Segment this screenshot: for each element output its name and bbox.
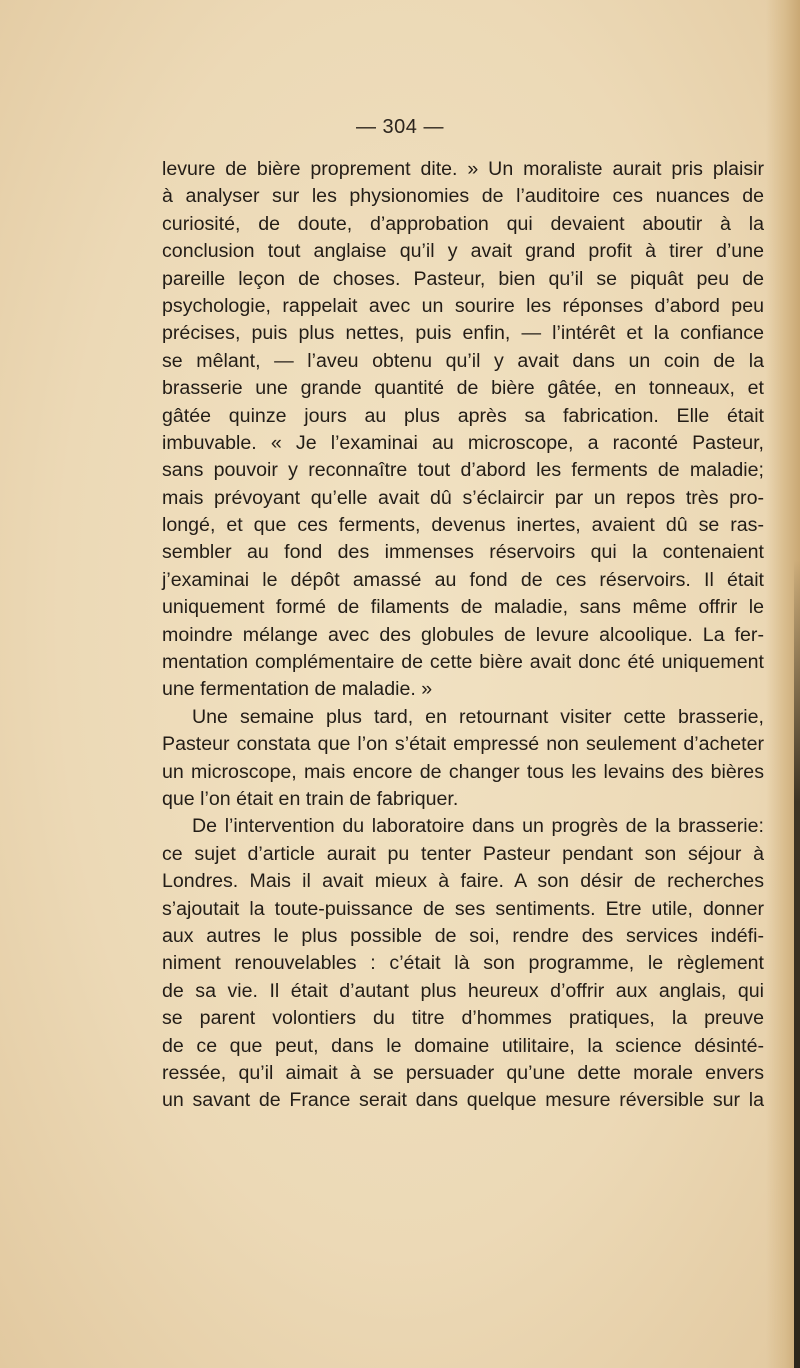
text-line: moindre mélange avec des globules de levure alcoolique. La fer- [162,623,764,646]
binding-edge [794,560,800,1368]
text-line: un microscope, mais encore de changer tous les levains des bières [162,760,764,783]
text-line: un savant de France serait dans quelque mesure réversible sur la [162,1089,764,1112]
page-number: — 304 — [356,116,444,138]
text-line: se mêlant, — l’aveu obtenu qu’il y avait dans un coin de la [162,349,764,372]
text-line: conclusion tout anglaise qu’il y avait grand profit à tirer d’une [162,240,764,263]
text-line: curiosité, de doute, d’approbation qui devaient aboutir à la [162,212,764,235]
text-line: mais prévoyant qu’elle avait dû s’éclaircir par un repos très pro- [162,486,764,509]
text-line: j’examinai le dépôt amassé au fond de ces réservoirs. Il était [162,568,764,591]
body-text [162,156,764,1115]
text-line: de sa vie. Il était d’autant plus heureux d’offrir aux anglais, qui [162,979,764,1002]
text-line: aux autres le plus possible de soi, rendre des services indéfi- [162,924,764,947]
text-line: levure de bière proprement dite. » Un moraliste aurait pris plaisir [162,158,764,180]
text-line: ce sujet d’article aurait pu tenter Pasteur pendant son séjour à [162,842,764,865]
text-line: brasserie une grande quantité de bière gâtée, en tonneaux, et [162,377,764,400]
text-line: ressée, qu’il aimait à se persuader qu’une dette morale envers [162,1061,764,1084]
text-line: gâtée quinze jours au plus après sa fabrication. Elle était [162,404,764,427]
text-line: une fermentation de maladie. » [162,678,433,701]
text-line: De l’intervention du laboratoire dans un progrès de la brasserie: [192,815,764,838]
text-line: que l’on était en train de fabriquer. [162,787,459,810]
text-line: à analyser sur les physionomies de l’auditoire ces nuances de [162,185,764,208]
text-line: de ce que peut, dans le domaine utilitaire, la science désinté- [162,1034,764,1057]
text-line: longé, et que ces ferments, devenus inertes, avaient dû se ras- [162,514,764,537]
text-line: Une semaine plus tard, en retournant visiter cette brasserie, [192,705,764,728]
text-line: mentation complémentaire de cette bière avait donc été uniquement [162,651,764,674]
text-line: psychologie, rappelait avec un sourire les réponses d’abord peu [162,294,764,317]
text-line: Pasteur constata que l’on s’était empressé non seulement d’acheter [162,733,764,756]
text-line: précises, puis plus nettes, puis enfin, — l’intérêt et la confiance [162,322,764,345]
text-line: Londres. Mais il avait mieux à faire. A son désir de recherches [162,870,764,893]
text-line: s’ajoutait la toute-puissance de ses sentiments. Etre utile, donner [162,897,764,920]
text-line: uniquement formé de filaments de maladie, sans même offrir le [162,596,764,619]
text-line: sans pouvoir y reconnaître tout d’abord les ferments de maladie; [162,459,764,482]
text-line: niment renouvelables : c’était là son programme, le règlement [162,952,764,975]
text-line: se parent volontiers du titre d’hommes pratiques, la preuve [162,1007,764,1030]
text-line: sembler au fond des immenses réservoirs qui la contenaient [162,541,764,564]
text-line: pareille leçon de choses. Pasteur, bien qu’il se piquât peu de [162,267,764,290]
text-line: imbuvable. « Je l’examinai au microscope, a raconté Pasteur, [162,431,764,454]
